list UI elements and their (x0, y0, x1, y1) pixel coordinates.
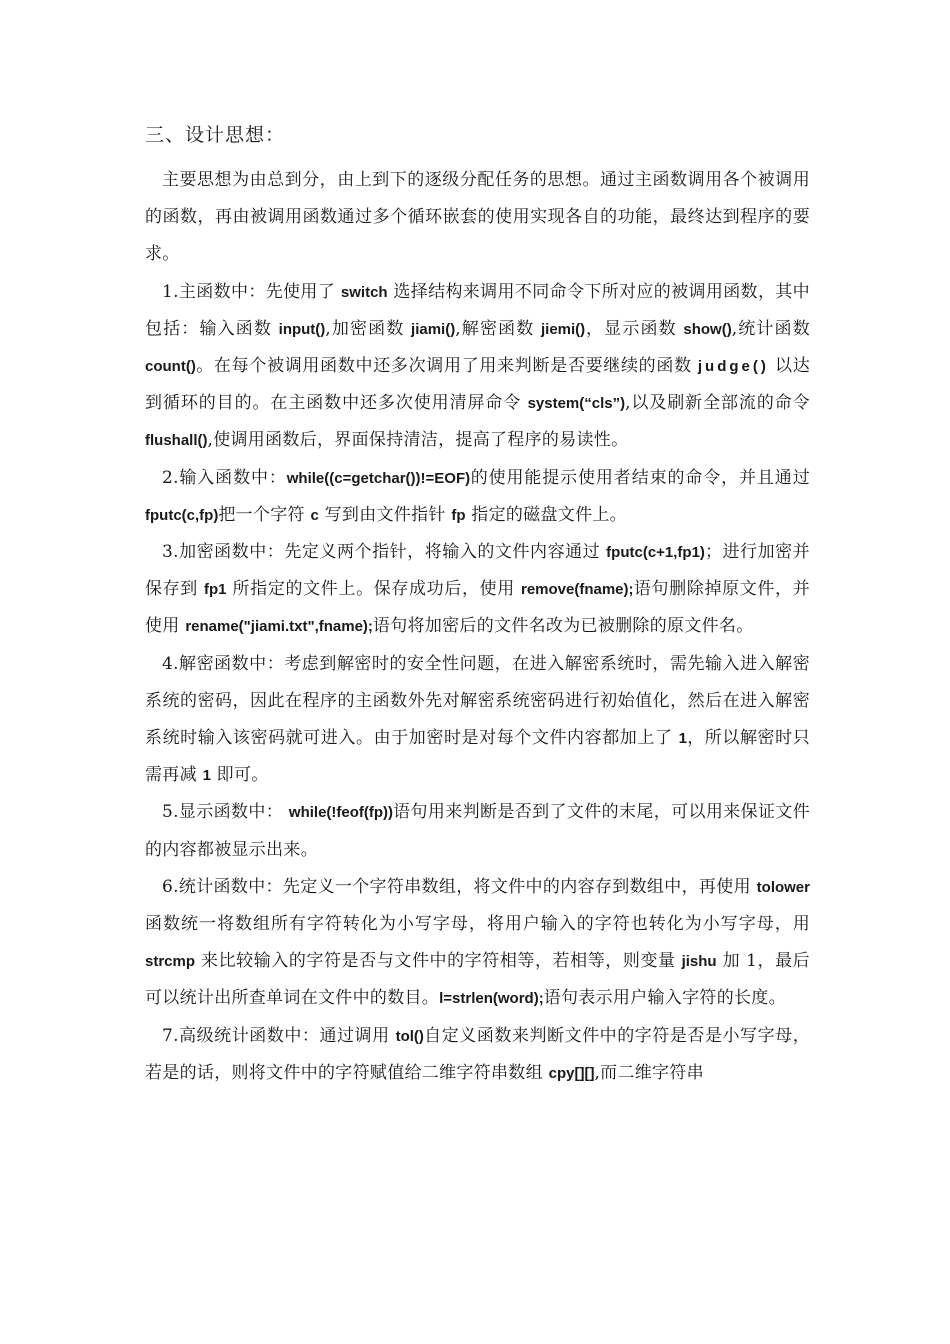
p3-text-4: 语句删除掉原文件，并使用 (145, 579, 810, 637)
p4-code-one-b: 1 (202, 767, 211, 785)
paragraph-show-function (145, 794, 810, 868)
p2-code-while-getchar: while((c=getchar())!=EOF) (286, 469, 471, 487)
p6-text-4: 加 1，最后可以统计出所查单词在文件中的数目。 (145, 951, 810, 1009)
p1-text-7: 。在每个被调用函数中还多次调用了用来判断是否要继续的函数 (195, 356, 698, 377)
p2-code-fputc: fputc(c,fp) (145, 506, 219, 524)
p1-text-10: ,使调用函数后，界面保持清洁，提高了程序的易读性。 (207, 430, 629, 451)
p6-code-strcmp: strcmp (145, 953, 196, 971)
p7-text-2: 自定义函数来判断文件中的字符是否是小写字母，若是的话，则将文件中的字符赋值给二维字符串数组 (145, 1025, 810, 1083)
p3-text-5: 语句将加密后的文件名改为已被删除的原文件名。 (372, 616, 754, 637)
p6-text-2: 函数统一将数组所有字符转化为小写字母，将用户输入的字符也转化为小写字母，用 (145, 914, 810, 935)
p4-code-one: 1 (678, 730, 687, 748)
paragraph-encrypt-function (145, 534, 810, 646)
p1-code-judge: judge() (697, 358, 769, 376)
p2-text-4: 写到由文件指针 (318, 504, 452, 525)
p2-text-5: 指定的磁盘文件上。 (465, 504, 627, 525)
p3-text-2: ；进行加密并保存到 (145, 542, 810, 600)
p2-text-1: 2.输入函数中： (162, 467, 287, 488)
p1-code-jiemi: jiemi() (540, 320, 586, 338)
p6-code-tolower: tolower (756, 878, 810, 896)
p7-code-cpy: cpy[][] (548, 1064, 595, 1082)
p6-code-strlen: l=strlen(word); (439, 990, 544, 1008)
paragraph-decrypt-function (145, 646, 810, 795)
p1-text-4: ,解密函数 (455, 318, 541, 339)
p6-text-3: 来比较输入的字符是否与文件中的字符相等，若相等，则变量 (195, 951, 682, 972)
p2-code-c: c (310, 506, 319, 524)
p1-code-jiami: jiami() (411, 320, 456, 338)
p1-code-switch: switch (340, 283, 388, 301)
intro-paragraph (145, 162, 810, 274)
intro-text: 主要思想为由总到分，由上到下的逐级分配任务的思想。通过主函数调用各个被调用的函数，再由被调用函数通过多个循环嵌套的使用实现各自的功能，最终达到程序的要求。 (145, 170, 810, 265)
p1-text-3: ,加密函数 (325, 318, 412, 339)
p1-code-show: show() (683, 320, 732, 338)
paragraph-main-function (145, 274, 810, 460)
p1-code-input: input() (278, 320, 326, 338)
p1-text-2: 选择结构来调用不同命令下所对应的被调用函数，其中包括：输入函数 (145, 281, 810, 339)
p1-code-system-cls: system(“cls”) (527, 395, 626, 413)
p3-code-remove: remove(fname); (520, 581, 634, 599)
p4-text-3: 即可。 (210, 765, 269, 786)
p3-code-fp1: fp1 (204, 581, 227, 599)
p3-code-rename: rename("jiami.txt",fname); (185, 618, 373, 636)
p3-code-fputc-plus: fputc(c+1,fp1) (606, 544, 705, 562)
section-heading: 三、设计思想： (145, 124, 286, 146)
p7-text-3: ,而二维字符串 (594, 1062, 704, 1083)
p5-text-1: 5.显示函数中： (162, 802, 289, 823)
p2-text-2: 的使用能提示使用者结束的命令，并且通过 (470, 467, 810, 488)
p6-code-jishu: jishu (681, 953, 717, 971)
p1-code-count: count() (145, 358, 196, 376)
p5-code-feof: while(!feof(fp)) (288, 804, 394, 822)
paragraph-advanced-count-function (145, 1018, 810, 1092)
p4-text-1: 4.解密函数中：考虑到解密时的安全性问题，在进入解密系统时，需先输入进入解密系统的密码，因此在程序的主函数外先对解密系统密码进行初始值化，然后在进入解密系统时输入该密码就可进入。由于加密时是对每个文件内容都加上了 (145, 653, 810, 749)
p1-text-8: 以达到循环的目的。在主函数中还多次使用清屏命令 (145, 356, 810, 414)
p1-text-1: 1.主函数中：先使用了 (162, 281, 341, 302)
p1-text-6: ,统计函数 (731, 318, 811, 339)
p3-text-3: 所指定的文件上。保存成功后，使用 (226, 579, 521, 600)
p2-text-3: 把一个字符 (218, 504, 311, 525)
paragraph-count-function (145, 869, 810, 1018)
p5-text-2: 语句用来判断是否到了文件的末尾，可以用来保证文件的内容都被显示出来。 (145, 802, 810, 860)
p1-text-5: ，显示函数 (585, 318, 684, 339)
p6-text-5: 语句表示用户输入字符的长度。 (543, 988, 786, 1009)
document-page (145, 118, 810, 1092)
p7-code-tol: tol() (395, 1027, 424, 1045)
p2-code-fp: fp (451, 506, 466, 524)
p1-code-flushall: flushall() (145, 432, 208, 450)
p6-text-1: 6.统计函数中：先定义一个字符串数组，将文件中的内容存到数组中，再使用 (162, 876, 757, 897)
p4-text-2: ，所以解密时只需再减 (145, 728, 811, 786)
p7-text-1: 7.高级统计函数中：通过调用 (162, 1025, 396, 1046)
p3-text-1: 3.加密函数中：先定义两个指针，将输入的文件内容通过 (162, 542, 607, 563)
p1-text-9: ,以及刷新全部流的命令 (625, 393, 810, 414)
paragraph-input-function (145, 460, 810, 534)
